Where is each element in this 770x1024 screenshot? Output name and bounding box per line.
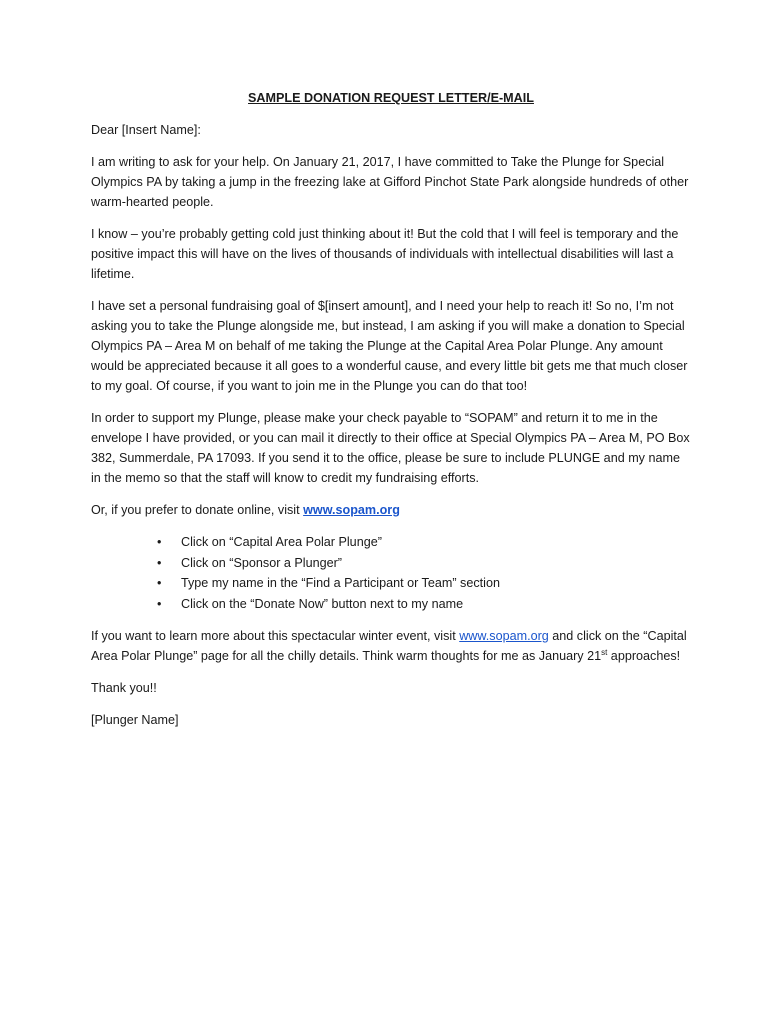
paragraph-cold: I know – you’re probably getting cold just thinking about it! But the cold that I will feel is temporary and the positive impact this will have on the lives of thousands of individuals with intellectual disabilities will last a lifetime. [91, 227, 679, 281]
learn-suffix: approaches! [607, 649, 681, 663]
date-ordinal: st [601, 647, 608, 657]
paragraph-goal: I have set a personal fundraising goal of $[insert amount], and I need your help to reach it! So no, I’m not asking you to take the Plunge alongside me, but instead, I am asking if you will make a donation to Special Olympics PA – Area M on behalf of me taking the Plunge at the Capital Area Polar Plunge. Any amount would be appreciated because it all goes to a wonderful cause, and every little bit gets me that much closer to my goal. Of course, if you want to join me in the Plunge you can do that too! [91, 299, 688, 393]
step-text: Click on the “Donate Now” button next to my name [181, 596, 464, 611]
step-text: Click on “Sponsor a Plunger” [181, 555, 342, 570]
paragraph-online [91, 500, 691, 520]
step-text: Click on “Capital Area Polar Plunge” [181, 535, 382, 549]
learn-middle: and click on the “Capital Area Polar Plunge” page for all the chilly details. Think warm thoughts for me as January 21 [91, 629, 687, 663]
bullet-icon: • [157, 576, 162, 590]
bullet-icon: • [157, 596, 162, 611]
bullet-icon: • [157, 535, 162, 549]
paragraph-learn-more [91, 626, 691, 666]
signature: [Plunger Name] [91, 713, 179, 727]
list-item [155, 553, 691, 574]
step-text: Type my name in the “Find a Participant or Team” section [181, 576, 500, 590]
thanks: Thank you!! [91, 681, 157, 695]
sopam-link-online[interactable]: www.sopam.org [303, 503, 400, 517]
paragraph-intro: I am writing to ask for your help. On January 21, 2017, I have committed to Take the Plunge for Special Olympics PA by taking a jump in the freezing lake at Gifford Pinchot State Park alongside hundreds of other warm-hearted people. [91, 155, 689, 209]
greeting: Dear [Insert Name]: [91, 123, 201, 137]
learn-prefix: If you want to learn more about this spectacular winter event, visit [91, 629, 460, 643]
list-item [155, 594, 691, 615]
donation-steps-list [91, 532, 691, 614]
online-prefix: Or, if you prefer to donate online, visit [91, 503, 304, 517]
bullet-icon: • [157, 555, 162, 570]
sopam-link-learn[interactable]: www.sopam.org [459, 629, 549, 643]
letter-page [91, 88, 691, 742]
paragraph-check: In order to support my Plunge, please make your check payable to “SOPAM” and return it to me in the envelope I have provided, or you can mail it directly to their office at Special Olympics PA – Area M, PO Box 382, Summerdale, PA 17093. If you send it to the office, please be sure to include PLUNGE and my name in the memo so that the staff will know to credit my fundraising efforts. [91, 411, 690, 485]
letter-title: SAMPLE DONATION REQUEST LETTER/E-MAIL [248, 91, 534, 105]
list-item [155, 532, 691, 553]
list-item [155, 573, 691, 594]
